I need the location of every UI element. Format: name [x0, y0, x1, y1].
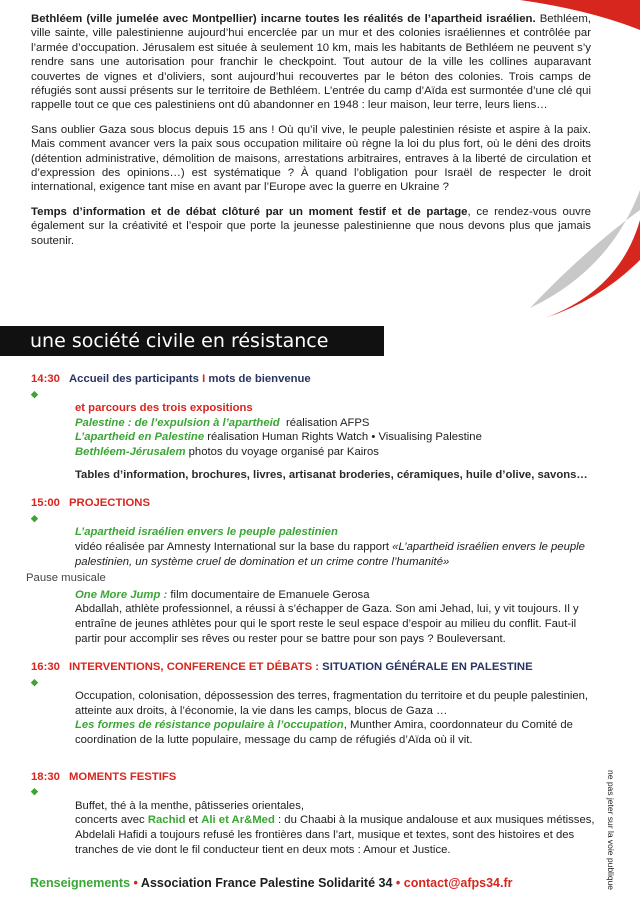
- footer-label: Renseignements: [30, 876, 131, 890]
- diamond-icon: ◆: [31, 786, 38, 797]
- artist-rachid: Rachid: [147, 814, 186, 827]
- film-2-title: One More Jump :: [75, 588, 168, 601]
- program-section-1630: [31, 660, 601, 748]
- footer: [30, 876, 513, 890]
- intro-paragraph-2: Sans oublier Gaza sous blocus depuis 15 ans ! Où qu’il vive, le peuple palestinien résiste et aspire à la paix. Mais comment avancer vers la paix sous occupation militaire où règne la loi du plus fort, où le déni des droits (détention administrative, démolition de maisons, arrestations arbitraires, entraves à la liberté de circulation et d’expression des opinions…) est systématique ? À quand l’obligation pour Israël de respecter le droit international, exigence tant mise en avant par l’Europe avec la guerre en Ukraine ?: [31, 123, 591, 194]
- time-value: 15:00: [31, 497, 60, 510]
- footer-email[interactable]: contact@afps34.fr: [403, 876, 513, 890]
- pause-musicale: Pause musicale: [26, 572, 106, 585]
- interventions-topics: Occupation, colonisation, dépossession des terres, fragmentation du territoire et du peuple palestinien, atteinte aux droits, à l’économie, la vie dans les camps, blocus de Gaza …: [75, 690, 589, 717]
- film-1-description: vidéo réalisée par Amnesty International sur la base du rapport: [75, 540, 393, 553]
- side-note: ne pas jeter sur la voie publique: [606, 770, 616, 891]
- film-2-description: Abdallah, athlète professionnel, a réussi à s’échapper de Gaza. Son ami Jehad, lui, y vit toujours. Il y entraîne de jeunes athlètes pour qui le sport reste le seul espace d’espoir au milieu du conflit. Faut-il partir pour accomplir ses rêves ou rester pour se battre pour son pays ? Bouleversant.: [75, 603, 579, 645]
- resistance-talk-title: Les formes de résistance populaire à l’occupation: [75, 719, 344, 732]
- expo-1-title: Palestine : de l’expulsion à l’apartheid: [75, 416, 280, 429]
- heading-accueil: Accueil des participants: [69, 373, 199, 385]
- time-1630: [31, 660, 69, 689]
- program-section-1430: [31, 372, 601, 482]
- intro-paragraph-1: [31, 12, 591, 113]
- intro-text: [31, 12, 591, 258]
- diamond-icon: ◆: [31, 388, 38, 399]
- program: [26, 372, 601, 871]
- film-2-credit: film documentaire de Emanuele Gerosa: [167, 588, 370, 601]
- heading-moments-festifs: MOMENTS FESTIFS: [69, 770, 177, 783]
- intro-paragraph-3: [31, 205, 591, 248]
- heading-interventions: INTERVENTIONS, CONFERENCE ET DÉBATS :: [69, 661, 320, 674]
- intro-p1-rest: Bethléem, ville sainte, ville palestinienne aujourd’hui encerclée par un mur et des colonies israéliennes et contrôlée par l’armée d’occupation. Jérusalem est située à seulement 10 km, mais les habitants de Bethléem ne peuvent s’y rendre sans une autorisation pour franchir le checkpoint. Tout autour de la ville les collines auparavant couvertes de vignes et d’oliviers, sont aujourd’hui recouvertes par le béton des colonies. Trois camps de réfugiés sont aussi présents sur le territoire de Bethléem. L’entrée du camp d’Aïda est surmontée d’une clé qui rappelle tout ce que ces palestiniens ont dû abandonner en 1948 : leur maison, leur terre, leurs liens…: [31, 13, 591, 112]
- diamond-icon: ◆: [31, 676, 38, 687]
- concert-and: et: [185, 814, 202, 827]
- artist-ali: Ali et Ar&Med: [201, 814, 275, 827]
- festif-buffet: Buffet, thé à la menthe, pâtisseries orientales,: [75, 799, 304, 812]
- expo-2-credit: réalisation Human Rights Watch • Visualising Palestine: [204, 431, 482, 444]
- program-section-1500: [26, 496, 601, 646]
- intro-p3-bold: Temps d’information et de débat clôturé par un moment festif et de partage: [31, 205, 468, 218]
- heading-situation: SITUATION GÉNÉRALE EN PALESTINE: [319, 661, 533, 674]
- intro-p1-bold: Bethléem (ville jumelée avec Montpellier) incarne toutes les réalités de l’apartheid israélien.: [31, 13, 536, 25]
- diamond-icon: ◆: [31, 512, 38, 523]
- heading-expositions: et parcours des trois expositions: [75, 402, 253, 415]
- time-value: 18:30: [31, 770, 60, 783]
- concert-intro: concerts avec: [75, 814, 148, 827]
- time-1830: [31, 770, 69, 799]
- intro-p3-rest: , ce rendez-vous ouvre également sur la créativité et l’espoir que porte la jeunesse palestinienne que nous devons plus que jamais soutenir.: [31, 205, 591, 247]
- heading-separator: I: [202, 373, 206, 385]
- concert-description: : du Chaabi à la musique andalouse et aux musiques métisses,: [274, 814, 595, 827]
- bullet-icon: •: [133, 876, 138, 890]
- expo-1-credit: réalisation AFPS: [285, 416, 370, 429]
- expo-2-title: L’apartheid en Palestine: [75, 431, 205, 444]
- film-1-title: L’apartheid israélien envers le peuple palestinien: [75, 526, 338, 539]
- resistance-talk-details: , Munther Amira, coordonnateur du Comité de coordination de la lutte populaire, message du camp de réfugiés d’Aïda où il vit.: [75, 719, 573, 747]
- expo-3-credit: photos du voyage organisé par Kairos: [185, 445, 379, 458]
- film-1-report-title: «L’apartheid israélien envers le peuple palestinien, un système cruel de domination et un crime contre l’humanité»: [75, 540, 585, 568]
- time-1430: [31, 372, 69, 401]
- expo-3-title: Bethléem-Jérusalem: [75, 445, 186, 458]
- time-value: 16:30: [31, 661, 60, 674]
- festif-hafidi: Abdelali Hafidi a toujours refusé les frontières dans l’art, musique et textes, sont des histoires et des tranches de vie dont le fil conducteur tient en deux mots : Amour et Justice.: [75, 829, 575, 856]
- heading-projections: PROJECTIONS: [69, 497, 150, 510]
- time-value: 14:30: [31, 373, 60, 385]
- section-banner: une société civile en résistance: [0, 326, 384, 356]
- heading-bienvenue: mots de bienvenue: [208, 373, 311, 385]
- tables-info: Tables d’information, brochures, livres, artisanat broderies, céramiques, huile d’olive, savons…: [75, 468, 588, 481]
- time-1500: [31, 496, 69, 525]
- bullet-icon: •: [395, 876, 401, 890]
- program-section-1830: [31, 770, 601, 858]
- footer-org: Association France Palestine Solidarité 34: [140, 876, 393, 890]
